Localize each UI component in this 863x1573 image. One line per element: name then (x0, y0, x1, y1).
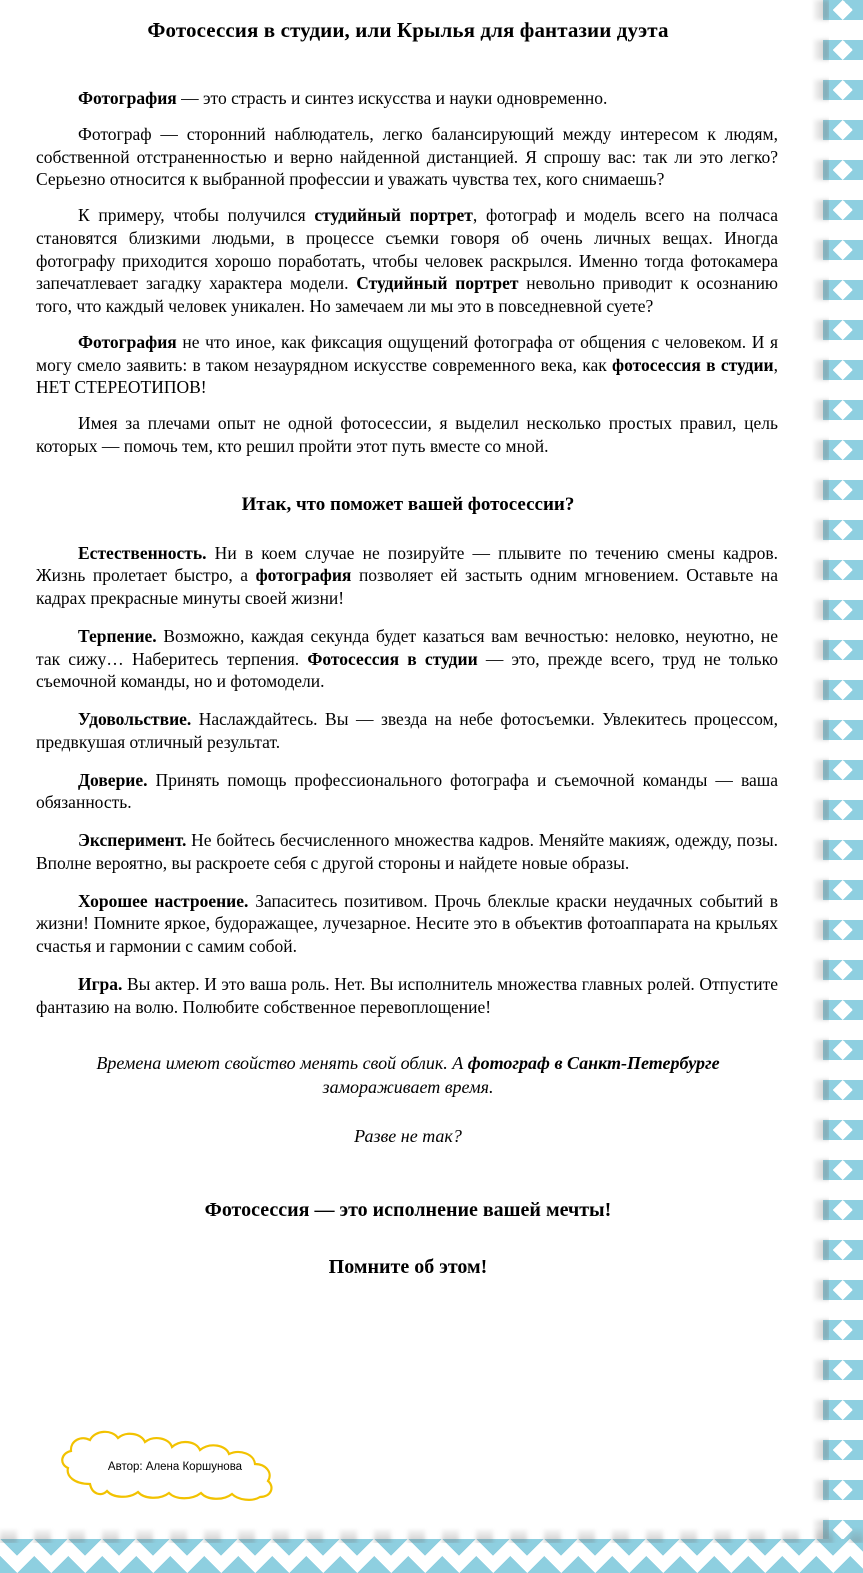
paragraph-2-text: Фотограф — сторонний наблюдатель, легко балансирующий между интересом к людям, собственной отстраненностью и верно найденной дистанцией. Я спрошу вас: так ли это легко? Серьезно относится к выбранной профессии и уважать чувства тех, кого снимаешь? (36, 123, 778, 190)
rule-text-part-3: позволяет ей застыть одним мгновением. Оставьте на кадрах прекрасные минуты своей жизни! (36, 565, 779, 608)
border-shadow-right (811, 0, 829, 1573)
paragraph-3-part-4: Студийный портрет (356, 273, 519, 294)
rule-term: Терпение. (78, 625, 157, 646)
rule-item-trust (28, 769, 788, 815)
rule-item-naturalness (28, 542, 788, 610)
closing-question: Разве не так? (354, 1125, 462, 1146)
rule-term: Естественность. (78, 542, 207, 563)
closing-part-3: замораживает время. (322, 1077, 494, 1097)
paragraph-4-part-1: Фотография (78, 331, 177, 352)
author-note: Автор: Алена Коршунова (107, 1461, 243, 1473)
rule-item-pleasure (28, 708, 788, 754)
rule-text-part-1: Наслаждайтесь. Вы — звезда на небе фотосъемки. Увлекитесь процессом, предвкушая отличный результат. (36, 709, 778, 752)
rule-text-part-2: Фотосессия в студии (307, 648, 478, 669)
paragraph-1-lead: Фотография (78, 88, 177, 108)
paragraph-4-part-4: , НЕТ СТЕРЕОТИПОВ! (36, 354, 778, 398)
paragraph-3-part-2: студийный портрет (314, 205, 473, 225)
page-title: Фотосессия в студии, или Крылья для фантазии дуэта (147, 18, 669, 42)
final-line-1: Фотосессия — это исполнение вашей мечты! (204, 1198, 612, 1221)
final-line-2: Помните об этом! (328, 1255, 488, 1278)
rule-term: Хорошее настроение. (78, 890, 249, 911)
paragraph-5 (28, 412, 788, 458)
paragraph-3 (28, 204, 788, 318)
closing-part-2: фотограф в Санкт-Петербурге (467, 1053, 720, 1074)
paragraph-1 (28, 87, 788, 110)
rule-item-game (28, 973, 788, 1019)
rule-term: Игра. (78, 973, 123, 994)
rule-text-part-1: Не бойтесь бесчисленного множества кадров. Меняйте макияж, одежду, позы. Вполне вероятно, вы раскроете себя с другой стороны и найдете новые образы. (36, 830, 778, 873)
paragraph-2 (28, 123, 788, 191)
rule-item-good-mood (28, 890, 788, 958)
paragraph-4 (28, 331, 788, 399)
paragraph-3-part-5: невольно приводит к осознанию того, что каждый человек уникален. Но замечаем ли мы это в повседневной суете? (36, 273, 779, 316)
rule-text-part-2: фотография (255, 565, 352, 586)
rule-item-experiment (28, 829, 788, 875)
rule-term: Удовольствие. (78, 709, 192, 729)
paragraph-3-part-3: , фотограф и модель всего на полчаса становятся близкими людьми, в процессе съемки говоря об очень личных вещах. Иногда фотографу приходится хорошо поработать, чтобы человек раскрылся. Именно тогда фотокамера запечатлевает загадку характера модели. (36, 205, 778, 294)
paragraph-3-part-1: К примеру, чтобы получился (78, 205, 315, 225)
rule-term: Доверие. (78, 769, 148, 790)
rule-text-part-1: Возможно, каждая секунда будет казаться вам вечностью: неловко, неуютно, не так сижу… Наберитесь терпения. (36, 625, 778, 669)
decorative-border-right (823, 0, 863, 1573)
author-cloud-callout (42, 1428, 308, 1502)
section-heading: Итак, что поможет вашей фотосессии? (241, 493, 575, 515)
rule-text-part-1: Запаситесь позитивом. Прочь блеклые краски неудачных событий в жизни! Помните яркое, будоражащее, лучезарное. Несите это в объектив фотоаппарата на крыльях счастья и гармонии с самим собой. (36, 890, 778, 956)
rule-text-part-1: Принять помощь профессионального фотографа и съемочной команды — ваша обязанность. (36, 769, 778, 813)
closing-part-1: Времена имеют свойство менять свой облик. А (96, 1053, 468, 1074)
paragraph-1-text: — это страсть и синтез искусства и науки одновременно. (176, 88, 608, 108)
closing-statement (68, 1052, 748, 1100)
border-shadow-bottom (0, 1527, 863, 1543)
rule-term: Эксперимент. (78, 830, 187, 850)
paragraph-4-part-3: фотосессия в студии (612, 354, 774, 375)
rule-text-part-3: — это, прежде всего, труд не только съемочной команды, но и фотомодели. (36, 648, 778, 692)
rule-item-patience (28, 625, 788, 693)
rule-text-part-1: Ни в коем случае не позируйте — плывите по течению смены кадров. Жизнь пролетает быстро, а (36, 542, 778, 586)
paragraph-5-text: Имея за плечами опыт не одной фотосессии, я выделил несколько простых правил, цель которых — помочь тем, кто решил пройти этот путь вместе со мной. (36, 413, 778, 456)
decorative-border-bottom (0, 1539, 863, 1573)
rule-text-part-1: Вы актер. И это ваша роль. Нет. Вы исполнитель множества главных ролей. Отпустите фантазию на волю. Полюбите собственное перевоплощение! (36, 973, 778, 1017)
paragraph-4-part-2: не что иное, как фиксация ощущений фотографа от общения с человеком. И я могу смело заявить: в таком незаурядном искусстве современного века, как (36, 331, 778, 375)
